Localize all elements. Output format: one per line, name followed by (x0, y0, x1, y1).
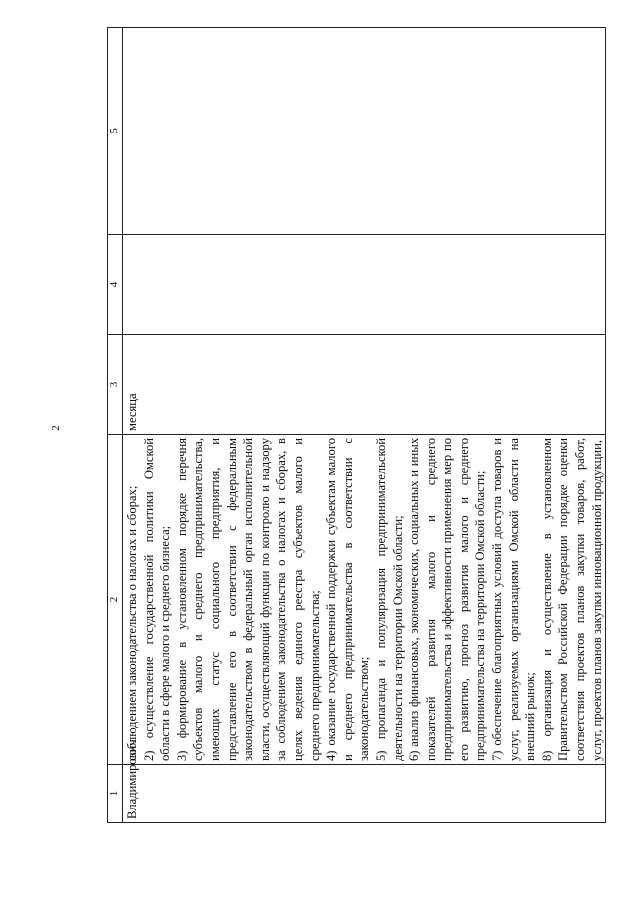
header-col-5: 5 (108, 28, 123, 235)
table-header-row (108, 28, 123, 823)
cell-responsible (123, 739, 606, 823)
function-item: 6) анализ финансовых, экономических, социальных и иных показателей развития малого и среднего предпринимательства и эффективности применения мер по его развитию, прогноз развития малого и среднего предпринимательства на территории Омской области; (407, 438, 488, 761)
term-text: месяца (125, 393, 139, 431)
table-row (123, 28, 606, 823)
col-4-text (123, 238, 124, 331)
function-item: 7) обеспечение благоприятных условий доступа товаров и услуг, реализуемых организациями Омской области на внешний рынок; (490, 438, 538, 761)
rotated-table-container (107, 28, 604, 823)
function-item: 4) оказание государственной поддержки субъектам малого и среднего предпринимательства в соответствии с законодательством; (324, 438, 372, 761)
header-col-4: 4 (108, 235, 123, 335)
cell-functions (123, 435, 606, 765)
header-col-3: 3 (108, 335, 123, 435)
function-item: 3) формирование в установленном порядке перечня субъектов малого и среднего предпринимательства, имеющих статус социального предприятия, и представление его в соответствии с федеральным законодательством в федеральный орган исполнительной власти, осуществляющий функции по контролю и надзору за соблюдением законодательства о налогах и сборах, в целях ведения единого реестра субъектов малого и среднего предпринимательства; (174, 438, 322, 761)
cell-col-4 (123, 235, 606, 335)
page-number: 2 (50, 425, 62, 431)
col-5-text (123, 31, 124, 231)
measures-table (107, 27, 606, 823)
cell-col-5 (123, 28, 606, 235)
header-col-2: 2 (108, 435, 123, 765)
cell-term (123, 335, 606, 435)
header-col-1: 1 (108, 765, 123, 823)
function-item: 2) осуществление государственной политики Омской области в сфере малого и среднего бизнеса; (141, 438, 173, 761)
function-item: 8) организация и осуществление в установленном Правительством Российской Федерации порядке оценки соответствия проектов планов закупки товаров, работ, услуг, проектов планов закупки инновационной продукции, (539, 438, 604, 761)
function-item: 5) пропаганда и популяризация предпринимательской деятельности на территории Омской области; (373, 438, 405, 761)
responsible-name: Владимирович (125, 739, 139, 819)
function-item: соблюдением законодательства о налогах и сборах; (125, 485, 139, 761)
